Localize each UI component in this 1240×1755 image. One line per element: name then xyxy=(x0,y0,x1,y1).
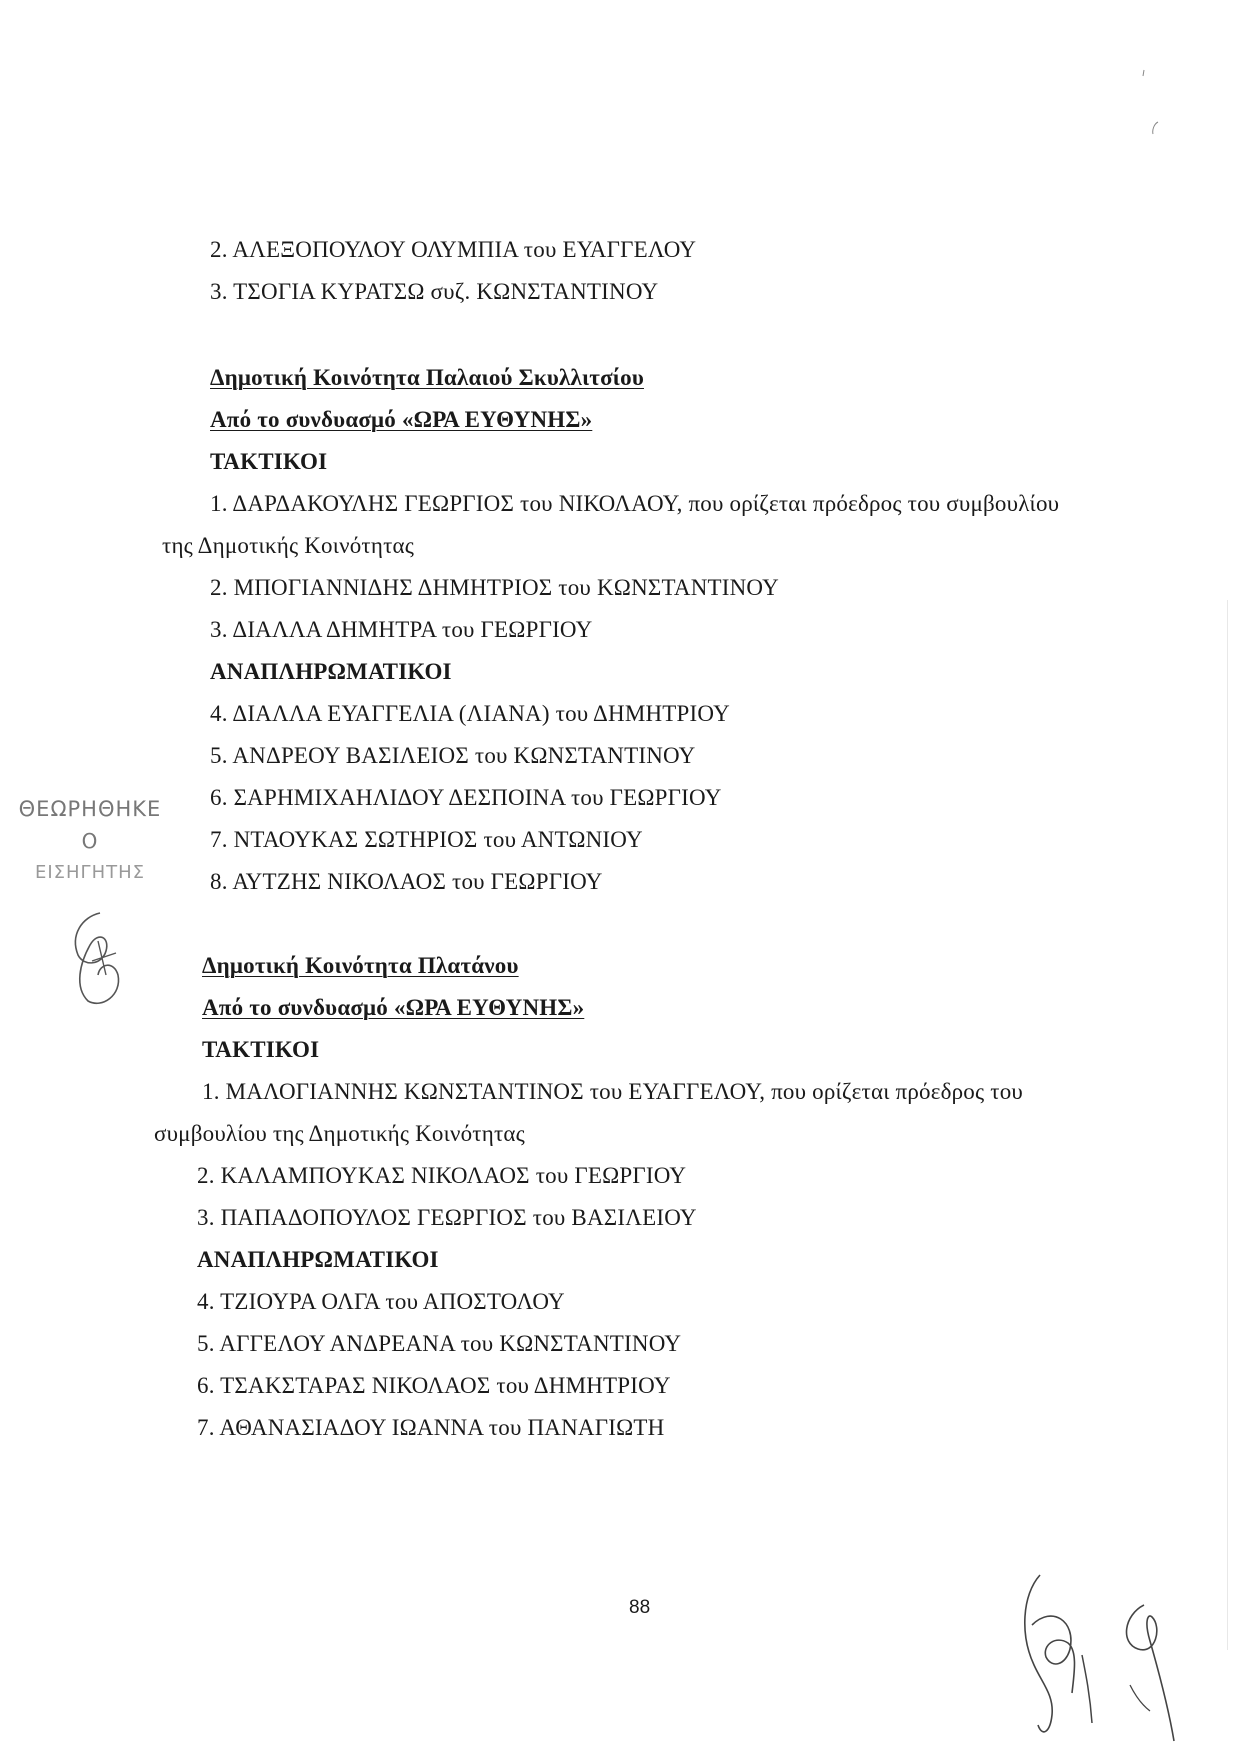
section2-substitute-label: ΑΝΑΠΛΗΡΩΜΑΤΙΚΟΙ xyxy=(197,1247,439,1272)
intro-line-3: 3. ΤΣΟΓΙΑ ΚΥΡΑΤΣΩ συζ. ΚΩΝΣΤΑΝΤΙΝΟΥ xyxy=(210,279,659,304)
stamp-line-1: ΘΕΩΡΗΘΗΚΕ xyxy=(18,797,162,821)
corner-signature xyxy=(1012,1565,1202,1745)
margin-initials-signature xyxy=(62,905,142,1010)
stamp-line-3: ΕΙΣΗΓΗΤΗΣ xyxy=(34,862,146,883)
scan-edge-line xyxy=(1227,600,1228,1650)
section2-heading: Δημοτική Κοινότητα Πλατάνου xyxy=(202,953,519,978)
section1-substitute-label: ΑΝΑΠΛΗΡΩΜΑΤΙΚΟΙ xyxy=(210,659,452,684)
margin-stamp xyxy=(6,793,174,889)
section2-substitute-7: 7. ΑΘΑΝΑΣΙΑΔΟΥ ΙΩΑΝΝΑ του ΠΑΝΑΓΙΩΤΗ xyxy=(197,1415,665,1440)
section2-regular-3: 3. ΠΑΠΑΔΟΠΟΥΛΟΣ ΓΕΩΡΓΙΟΣ του ΒΑΣΙΛΕΙΟΥ xyxy=(197,1205,697,1230)
stamp-line-2: Ο xyxy=(81,829,99,853)
section1-regular-label: ΤΑΚΤΙΚΟΙ xyxy=(210,449,328,474)
section1-regular-3: 3. ΔΙΑΛΛΑ ΔΗΜΗΤΡΑ του ΓΕΩΡΓΙΟΥ xyxy=(210,617,593,642)
section2-substitute-4: 4. ΤΖΙΟΥΡΑ ΟΛΓΑ του ΑΠΟΣΤΟΛΟΥ xyxy=(197,1289,565,1314)
scan-marks xyxy=(1138,60,1168,140)
section1-substitute-4: 4. ΔΙΑΛΛΑ ΕΥΑΓΓΕΛΙΑ (ΛΙΑΝΑ) του ΔΗΜΗΤΡΙΟΥ xyxy=(210,701,730,726)
section1-substitute-8: 8. ΑΥΤΖΗΣ ΝΙΚΟΛΑΟΣ του ΓΕΩΡΓΙΟΥ xyxy=(210,869,603,894)
section1-substitute-6: 6. ΣΑΡΗΜΙΧΑΗΛΙΔΟΥ ΔΕΣΠΟΙΝΑ του ΓΕΩΡΓΙΟΥ xyxy=(210,785,722,810)
section1-heading: Δημοτική Κοινότητα Παλαιού Σκυλλιτσίου xyxy=(210,365,644,390)
section1-substitute-5: 5. ΑΝΔΡΕΟΥ ΒΑΣΙΛΕΙΟΣ του ΚΩΝΣΤΑΝΤΙΝΟΥ xyxy=(210,743,696,768)
section1-coalition: Από το συνδυασμό «ΩΡΑ ΕΥΘΥΝΗΣ» xyxy=(210,407,593,432)
section1-regular-2: 2. ΜΠΟΓΙΑΝΝΙΔΗΣ ΔΗΜΗΤΡΙΟΣ του ΚΩΝΣΤΑΝΤΙΝΟΥ xyxy=(210,575,779,600)
section1-regular-1: 1. ΔΑΡΔΑΚΟΥΛΗΣ ΓΕΩΡΓΙΟΣ του ΝΙΚΟΛΑΟΥ, που ορίζεται πρόεδρος του συμβουλίου xyxy=(210,491,1060,516)
section2-regular-1: 1. ΜΑΛΟΓΙΑΝΝΗΣ ΚΩΝΣΤΑΝΤΙΝΟΣ του ΕΥΑΓΓΕΛΟΥ, που ορίζεται πρόεδρος του xyxy=(202,1079,1023,1104)
section1-regular-1-cont: της Δημοτικής Κοινότητας xyxy=(162,533,415,558)
section2-regular-2: 2. ΚΑΛΑΜΠΟΥΚΑΣ ΝΙΚΟΛΑΟΣ του ΓΕΩΡΓΙΟΥ xyxy=(197,1163,687,1188)
section2-regular-1-cont: συμβουλίου της Δημοτικής Κοινότητας xyxy=(154,1121,525,1146)
section2-substitute-5: 5. ΑΓΓΕΛΟΥ ΑΝΔΡΕΑΝΑ του ΚΩΝΣΤΑΝΤΙΝΟΥ xyxy=(197,1331,682,1356)
intro-line-2: 2. ΑΛΕΞΟΠΟΥΛΟΥ ΟΛΥΜΠΙΑ του ΕΥΑΓΓΕΛΟΥ xyxy=(210,237,697,262)
section2-coalition: Από το συνδυασμό «ΩΡΑ ΕΥΘΥΝΗΣ» xyxy=(202,995,585,1020)
page-number: 88 xyxy=(629,1597,651,1618)
section2-substitute-6: 6. ΤΣΑΚΣΤΑΡΑΣ ΝΙΚΟΛΑΟΣ του ΔΗΜΗΤΡΙΟΥ xyxy=(197,1373,671,1398)
section2-regular-label: ΤΑΚΤΙΚΟΙ xyxy=(202,1037,320,1062)
section1-substitute-7: 7. ΝΤΑΟΥΚΑΣ ΣΩΤΗΡΙΟΣ του ΑΝΤΩΝΙΟΥ xyxy=(210,827,643,852)
